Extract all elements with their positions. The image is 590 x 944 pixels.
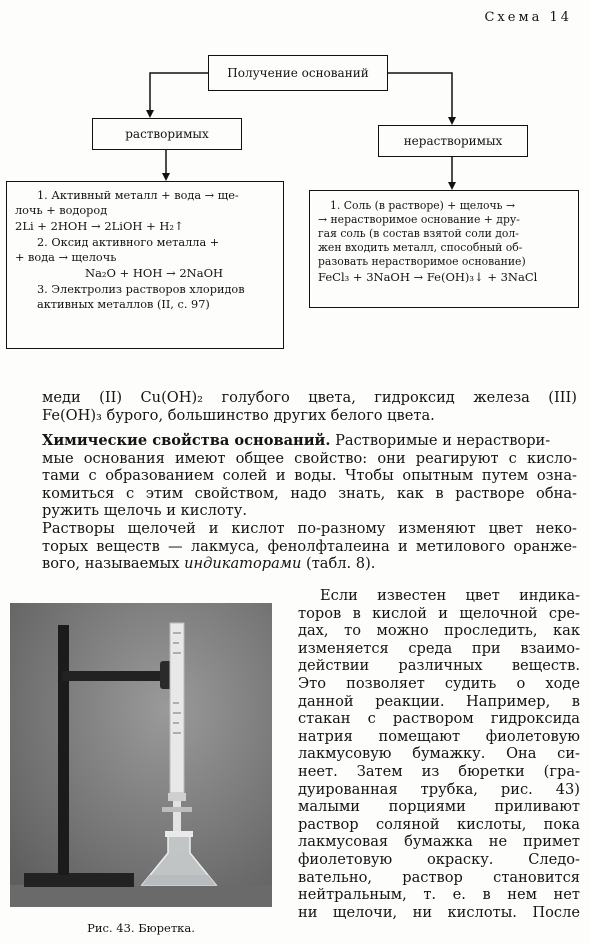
- diagram-branch-soluble: [92, 118, 242, 150]
- method-line: → нерастворимое основание + дру-: [318, 213, 520, 226]
- text-line: Растворимые и нераствори-: [330, 432, 551, 449]
- text-line: дах, то можно проследить, как: [298, 622, 580, 640]
- diagram-branch-soluble-label: растворимых: [125, 127, 209, 141]
- text-line: меди (II) Cu(OH)₂ голубого цвета, гидроксид железа (III): [42, 389, 577, 406]
- text-line: действии различных веществ.: [298, 657, 580, 675]
- text-line: данной реакции. Например, в: [298, 692, 580, 710]
- paragraph-continuation: [42, 389, 577, 424]
- text-line: натрия помещают фиолетовую: [298, 727, 580, 745]
- method-line: 3. Электролиз растворов хлоридов: [37, 283, 245, 296]
- equation: 2Li + 2HOH → 2LiOH + H₂↑: [15, 219, 184, 233]
- paragraph-indicators: [42, 520, 577, 573]
- text-line: раствор соляной кислоты, пока: [298, 815, 580, 833]
- text-line: стакан с раствором гидроксида: [298, 710, 580, 728]
- text-line: Если известен цвет индика-: [320, 587, 580, 604]
- text-line: тами с образованием солей и воды. Чтобы опытным путем озна-: [42, 467, 577, 485]
- paragraph-experiment: [298, 587, 580, 921]
- text-line: Fe(OH)₃ бурого, большинство других белого цвета.: [42, 406, 435, 424]
- text-line: Растворы щелочей и кислот по-разному изменяют цвет неко-: [42, 520, 577, 537]
- scheme-label: Схема 14: [484, 10, 572, 25]
- equation: Na₂O + HOH → 2NaOH: [85, 266, 224, 280]
- text-fragment: вого, называемых: [42, 555, 185, 573]
- diagram-soluble-methods: [6, 181, 284, 349]
- text-line: дуированная трубка, рис. 43): [298, 780, 580, 798]
- text-line: фиолетовую окраску. Следо-: [298, 850, 580, 868]
- method-line: жен входить металл, способный об-: [318, 241, 523, 254]
- text-line: нейтральным, т. е. в нем нет: [298, 886, 580, 904]
- method-line: 2. Оксид активного металла +: [37, 236, 220, 249]
- diagram-branch-insoluble-label: нерастворимых: [403, 134, 503, 148]
- text-fragment: (табл. 8).: [301, 555, 376, 573]
- figure-caption: Рис. 43. Бюретка.: [87, 921, 195, 935]
- method-line: + вода → щелочь: [15, 251, 117, 264]
- paragraph-chemical-properties: [42, 432, 577, 520]
- method-line: 1. Соль (в растворе) + щелочь →: [330, 199, 516, 212]
- diagram-root: [208, 55, 388, 91]
- text-line: Это позволяет судить о ходе: [298, 674, 580, 692]
- diagram-root-label: Получение оснований: [227, 66, 369, 80]
- text-line: торов в кислой и щелочной сре-: [298, 604, 580, 622]
- text-line: неет. Затем из бюретки (гра-: [298, 762, 580, 780]
- term-indicators: индикаторами: [184, 555, 302, 573]
- text-line: ни щелочи, ни кислоты. После: [298, 903, 580, 921]
- method-line: 1. Активный металл + вода → ще-: [37, 189, 239, 202]
- burette-illustration: [10, 603, 272, 907]
- method-line: активных металлов (II, с. 97): [37, 298, 210, 311]
- method-line: гая соль (в состав взятой соли дол-: [318, 227, 519, 240]
- diagram-branch-insoluble: [378, 125, 528, 157]
- method-line: разовать нерастворимое основание): [318, 255, 526, 268]
- equation: FeCl₃ + 3NaOH → Fe(OH)₃↓ + 3NaCl: [318, 270, 538, 284]
- text-line: малыми порциями приливают: [298, 798, 580, 816]
- text-line: лакмусовая бумажка не примет: [298, 833, 580, 851]
- text-line: изменяется среда при взаимо-: [298, 639, 580, 657]
- text-line: мые основания имеют общее свойство: они реагируют с кисло-: [42, 449, 577, 467]
- section-heading: Химические свойства оснований.: [42, 432, 331, 449]
- diagram-insoluble-methods: [309, 190, 579, 308]
- method-line: лочь + водород: [15, 204, 108, 217]
- text-line: вательно, раствор становится: [298, 868, 580, 886]
- text-line: торых веществ — лакмуса, фенолфталеина и метилового оранже-: [42, 537, 577, 555]
- text-line: комиться с этим свойством, надо знать, как в растворе обна-: [42, 484, 577, 502]
- text-line: лакмусовую бумажку. Она си-: [298, 745, 580, 763]
- burette-icon: [10, 603, 272, 907]
- text-line: ружить щелочь и кислоту.: [42, 502, 247, 520]
